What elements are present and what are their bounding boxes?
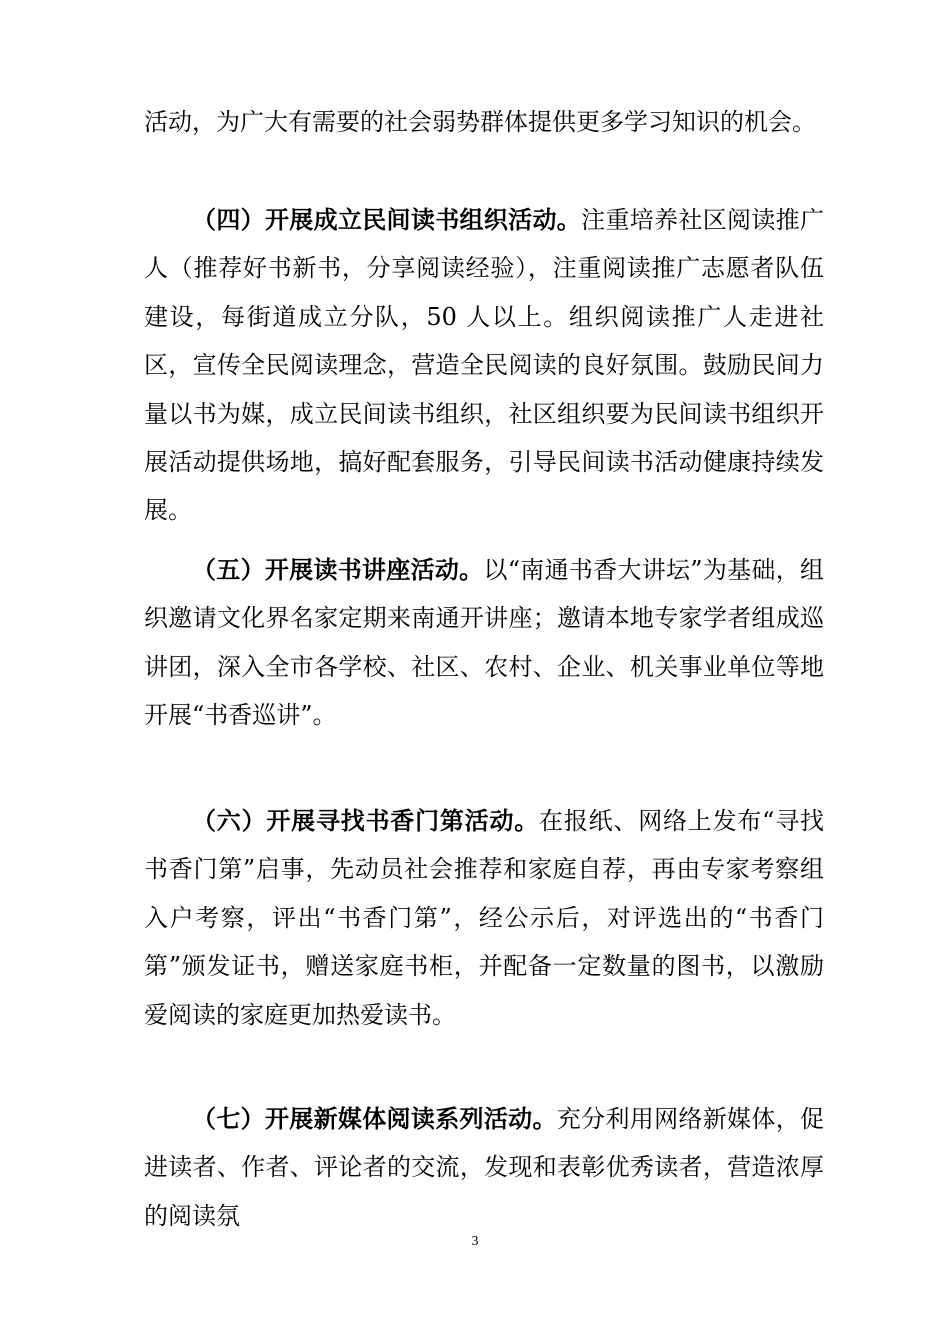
paragraph-section-6 bbox=[144, 797, 824, 1039]
section-heading: （六）开展寻找书香门第活动。 bbox=[192, 806, 540, 835]
paragraph-text: 在报纸、网络上发布“寻找书香门第”启事，先动员社会推荐和家庭自荐，再由专家考察组入户考察，评出“书香门第”，经公示后，对评选出的“书香门第”颁发证书，赠送家庭书柜，并配备一定数量的图书，以激励爱阅读的家庭更加热爱读书。 bbox=[144, 807, 824, 1029]
paragraph-continuation bbox=[144, 98, 824, 146]
paragraph-section-4 bbox=[144, 196, 824, 535]
paragraph-text: 充分利用网络新媒体，促进读者、作者、评论者的交流，发现和表彰优秀读者，营造浓厚的阅读氛 bbox=[144, 1105, 825, 1230]
section-heading: （四）开展成立民间读书组织活动。 bbox=[192, 205, 582, 234]
paragraph-section-5 bbox=[144, 546, 824, 740]
paragraph-text: 注重培养社区阅读推广人（推荐好书新书，分享阅读经验），注重阅读推广志愿者队伍建设，每街道成立分队，50 人以上。组织阅读推广人走进社区，宣传全民阅读理念，营造全民阅读的良好氛围。鼓励民间力量以书为媒，成立民间读书组织，社区组织要为民间读书组织开展活动提供场地，搞好配套服务，引导民间读书活动健康持续发展。 bbox=[144, 206, 825, 525]
paragraph-text: 活动，为广大有需要的社会弱势群体提供更多学习知识的机会。 bbox=[144, 108, 816, 136]
section-heading: （七）开展新媒体阅读系列活动。 bbox=[192, 1104, 557, 1133]
page-number: 3 bbox=[471, 1234, 479, 1249]
section-heading: （五）开展读书讲座活动。 bbox=[192, 555, 484, 584]
paragraph-section-7 bbox=[144, 1095, 824, 1240]
paragraph-text: 以“南通书香大讲坛”为基础，组织邀请文化界名家定期来南通开讲座；邀请本地专家学者组成巡讲团，深入全市各学校、社区、农村、企业、机关事业单位等地开展“书香巡讲”。 bbox=[144, 556, 825, 730]
